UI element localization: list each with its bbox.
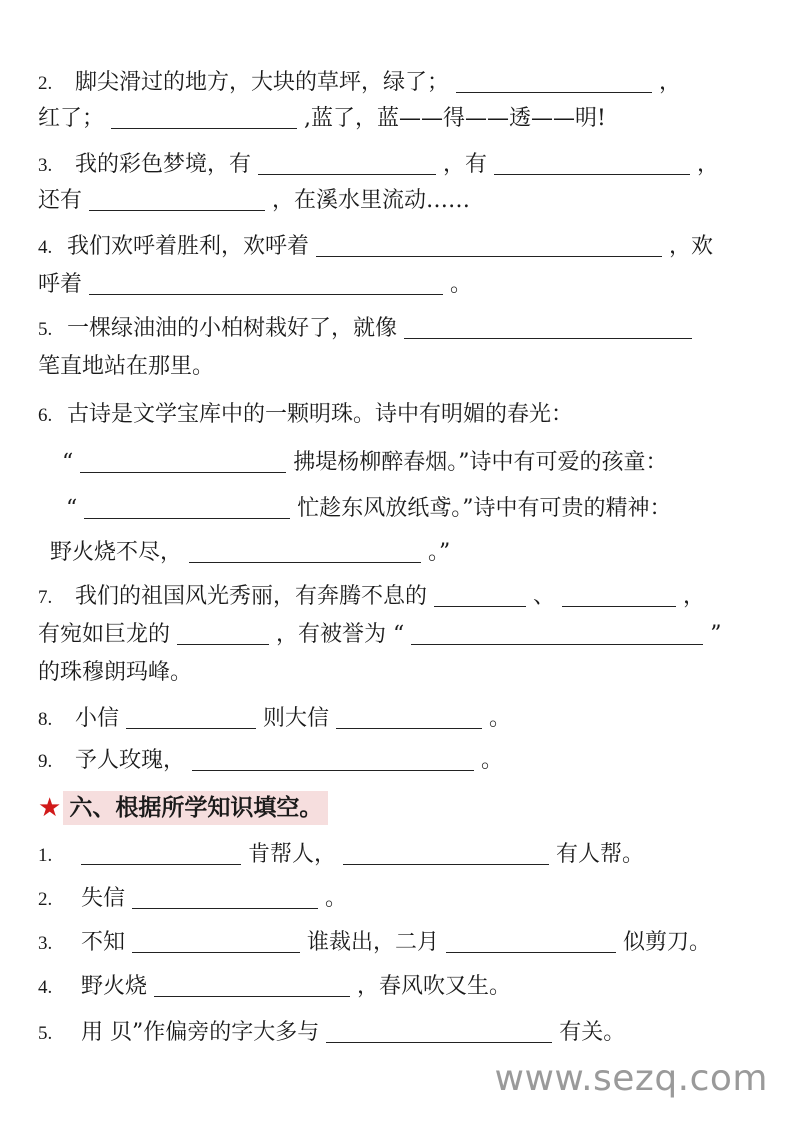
fill-blank[interactable] — [326, 1020, 552, 1043]
fill-blank[interactable] — [80, 450, 286, 473]
item-number: 2. — [38, 73, 53, 94]
item-9-line — [38, 746, 503, 776]
item-7-line-2 — [38, 620, 722, 650]
fill-4-line — [38, 972, 511, 1002]
item-text: 还有 — [38, 188, 83, 213]
item-text: 不知 — [81, 930, 126, 955]
item-text: ，春风吹又生。 — [357, 974, 512, 999]
item-text: ， — [659, 70, 682, 95]
item-text: 野火烧不尽， — [50, 540, 183, 565]
item-number: 3. — [38, 155, 53, 176]
item-3-line-2 — [38, 186, 470, 216]
item-text: “ — [66, 496, 78, 521]
item-2-line-1 — [38, 68, 681, 98]
fill-blank[interactable] — [562, 584, 676, 607]
item-text: 忙趁东风放纸鸢。”诗中有可贵的精神： — [297, 496, 672, 521]
item-number: 9. — [38, 751, 53, 772]
fill-blank[interactable] — [84, 496, 290, 519]
item-text: 。 — [481, 748, 504, 773]
fill-blank[interactable] — [494, 152, 690, 175]
item-6-line-1 — [38, 400, 573, 430]
fill-blank[interactable] — [132, 886, 318, 909]
item-text: 、 — [533, 584, 556, 609]
fill-1-line — [38, 840, 644, 870]
item-text: 有关。 — [559, 1020, 626, 1045]
item-text: 。 — [489, 706, 512, 731]
item-7-line-1 — [38, 582, 705, 612]
item-text: 。 — [325, 886, 348, 911]
item-text: 小信 — [75, 706, 120, 731]
item-text: 谁裁出，二月 — [307, 930, 440, 955]
item-number: 7. — [38, 587, 53, 608]
fill-blank[interactable] — [456, 70, 652, 93]
item-text: ” — [710, 622, 722, 647]
fill-3-line — [38, 928, 711, 958]
item-text: 的珠穆朗玛峰。 — [38, 660, 193, 685]
item-5-line-2 — [38, 352, 214, 382]
item-text: 我们欢呼着胜利，欢呼着 — [67, 234, 310, 259]
section-heading — [38, 790, 328, 826]
section-title: 六、根据所学知识填空。 — [63, 791, 328, 825]
fill-blank[interactable] — [111, 106, 297, 129]
item-text: 拂堤杨柳醉春烟。”诗中有可爱的孩童： — [293, 450, 668, 475]
item-2-line-2 — [38, 104, 606, 134]
item-number: 6. — [38, 405, 53, 426]
item-text: ，欢 — [669, 234, 714, 259]
item-text: 我的彩色梦境，有 — [75, 152, 252, 177]
item-text: ， — [697, 152, 720, 177]
fill-blank[interactable] — [343, 842, 549, 865]
item-7-line-3 — [38, 658, 192, 688]
item-text: 失信 — [81, 886, 126, 911]
item-text: 笔直地站在那里。 — [38, 354, 215, 379]
item-text: 有宛如巨龙的 — [38, 622, 171, 647]
fill-blank[interactable] — [126, 706, 256, 729]
item-text: ,蓝了，蓝——得——透——明! — [304, 106, 606, 131]
item-number: 8. — [38, 709, 53, 730]
item-text: 野火烧 — [81, 974, 148, 999]
fill-blank[interactable] — [154, 974, 350, 997]
item-6-line-3 — [66, 494, 672, 524]
item-text: 古诗是文学宝库中的一颗明珠。诗中有明媚的春光： — [67, 402, 574, 427]
item-number: 1. — [38, 845, 53, 866]
item-8-line — [38, 704, 511, 734]
item-text: 红了； — [38, 106, 105, 131]
item-number: 4. — [38, 977, 53, 998]
item-text: 予人玫瑰， — [75, 748, 186, 773]
item-number: 4. — [38, 237, 53, 258]
item-number: 2. — [38, 889, 53, 910]
item-5-line-1 — [38, 314, 692, 344]
item-4-line-1 — [38, 232, 713, 262]
fill-blank[interactable] — [411, 622, 703, 645]
item-text: 肯帮人， — [248, 842, 337, 867]
fill-2-line — [38, 884, 347, 914]
fill-blank[interactable] — [89, 188, 265, 211]
item-text: 似剪刀。 — [623, 930, 712, 955]
fill-blank[interactable] — [81, 842, 241, 865]
fill-blank[interactable] — [192, 748, 474, 771]
item-text: ，在溪水里流动…… — [272, 188, 471, 213]
item-text: 。 — [450, 272, 473, 297]
star-icon: ★ — [38, 793, 62, 823]
item-6-line-4 — [50, 538, 450, 568]
watermark: www.sezq.com — [494, 1058, 768, 1099]
item-text: 用 贝”作偏旁的字大多与 — [81, 1020, 320, 1045]
item-3-line-1 — [38, 150, 719, 180]
item-text: 。” — [428, 540, 451, 565]
item-4-line-2 — [38, 270, 472, 300]
item-text: 脚尖滑过的地方，大块的草坪，绿了； — [75, 70, 450, 95]
fill-blank[interactable] — [336, 706, 482, 729]
fill-blank[interactable] — [189, 540, 421, 563]
fill-blank[interactable] — [316, 234, 662, 257]
item-number: 3. — [38, 933, 53, 954]
item-text: ，有 — [443, 152, 488, 177]
item-6-line-2 — [62, 448, 668, 478]
fill-blank[interactable] — [132, 930, 300, 953]
fill-blank[interactable] — [258, 152, 436, 175]
fill-blank[interactable] — [446, 930, 616, 953]
item-text: 呼着 — [38, 272, 83, 297]
item-number: 5. — [38, 319, 53, 340]
item-text: ，有被誉为 “ — [276, 622, 405, 647]
item-text: 有人帮。 — [556, 842, 645, 867]
fill-blank[interactable] — [434, 584, 526, 607]
fill-5-line — [38, 1018, 625, 1048]
fill-blank[interactable] — [177, 622, 269, 645]
item-text: “ — [62, 450, 74, 475]
fill-blank[interactable] — [404, 316, 692, 339]
item-text: 我们的祖国风光秀丽，有奔腾不息的 — [75, 584, 428, 609]
fill-blank[interactable] — [89, 272, 443, 295]
item-number: 5. — [38, 1023, 53, 1044]
item-text: 一棵绿油油的小柏树栽好了，就像 — [67, 316, 398, 341]
item-text: 则大信 — [263, 706, 330, 731]
item-text: ， — [683, 584, 706, 609]
